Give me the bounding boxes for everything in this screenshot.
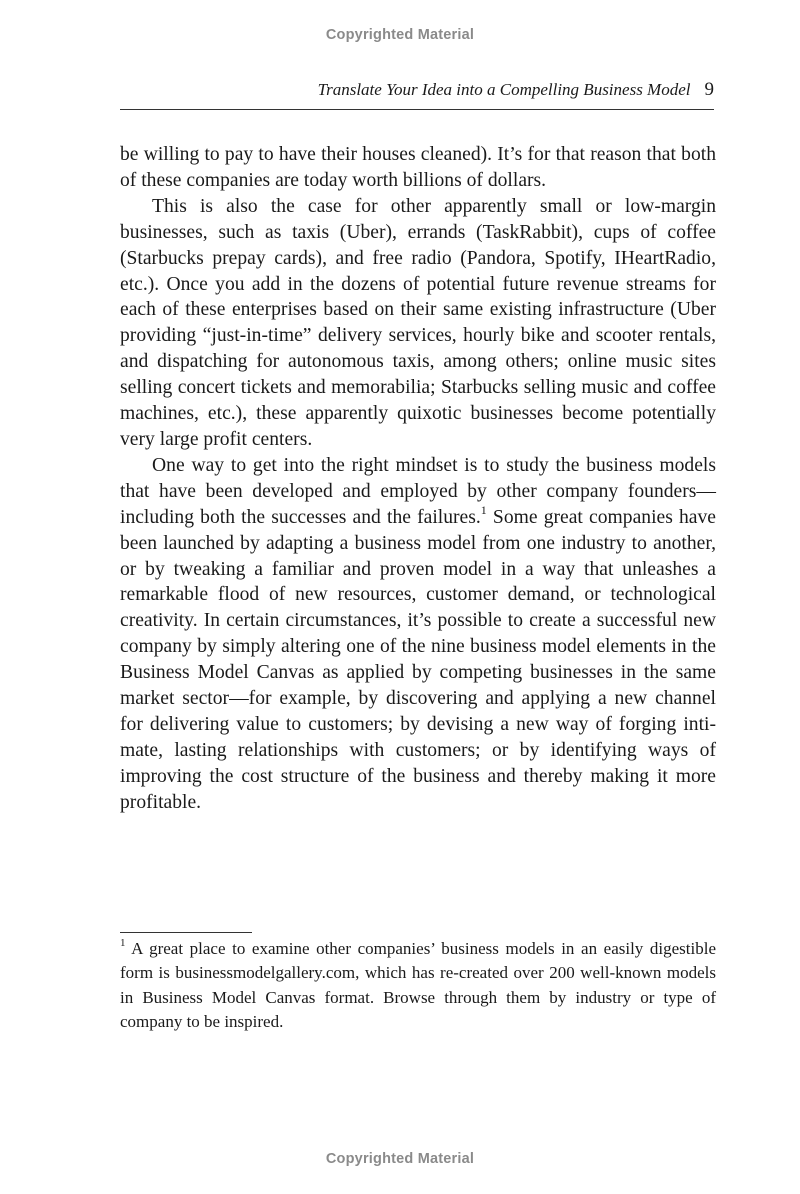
footnote-rule <box>120 932 252 933</box>
body-text <box>120 142 716 816</box>
footnote-marker: 1 <box>120 937 126 950</box>
header-rule <box>120 109 714 110</box>
paragraph-3 <box>120 453 716 816</box>
copyright-watermark-bottom: Copyrighted Material <box>325 1151 475 1167</box>
footnote-text: A great place to examine other companies’ business models in an easily digestible form is businessmodelgallery.com, which has re-created over 200 well-known models in Business Model Canvas format. Browse through them by industry or type of company to be inspired. <box>120 939 716 1032</box>
footnote-reference[interactable]: 1 <box>480 503 487 518</box>
paragraph-1: be willing to pay to have their houses cleaned). It’s for that reason that both of these companies are today worth billions of dollars. <box>120 144 716 191</box>
running-header <box>120 79 714 103</box>
running-title: Translate Your Idea into a Compelling Business Model <box>317 80 691 99</box>
copyright-watermark-top: Copyrighted Material <box>325 27 475 43</box>
paragraph-3-text-before-note: One way to get into the right mindset is to study the business models that have been developed and employed by other company founders—including both the successes and the failures. <box>120 454 716 528</box>
footnote <box>120 937 716 1035</box>
page-number: 9 <box>704 79 714 100</box>
paragraph-2: This is also the case for other apparently small or low-margin businesses, such as taxis (Uber), errands (TaskRabbit), cups of coffee (Starbucks prepay cards), and free radio (Pandora, Spotify, IHeartRadio, etc.). Once you add in the dozens of potential future revenue streams for each of these enterprises based on their same existing infrastructure (Uber providing “just-in-time” delivery services, hourly bike and scooter rentals, and dispatching for autonomous taxis, among others; online music sites selling concert tickets and memorabilia; Starbucks selling music and coffee machines, etc.), these apparently quixotic businesses become potentially very large profit centers. <box>120 195 716 450</box>
paragraph-3-text-after-note: Some great companies have been launched by adapting a business model from one industry to another, or by tweaking a familiar and proven model in a way that unleashes a remarkable flood of new resources, customer demand, or technological creativity. In certain circumstances, it’s possible to create a successful new company by simply altering one of the nine business model elements in the Business Model Canvas as applied by competing businesses in the same market sector—for example, by discovering and applying a new channel for delivering value to customers; by devising a new way of forging intimate, lasting relationships with customers; or by identifying ways of improving the cost structure of the business and thereby making it more profitable. <box>120 506 716 813</box>
